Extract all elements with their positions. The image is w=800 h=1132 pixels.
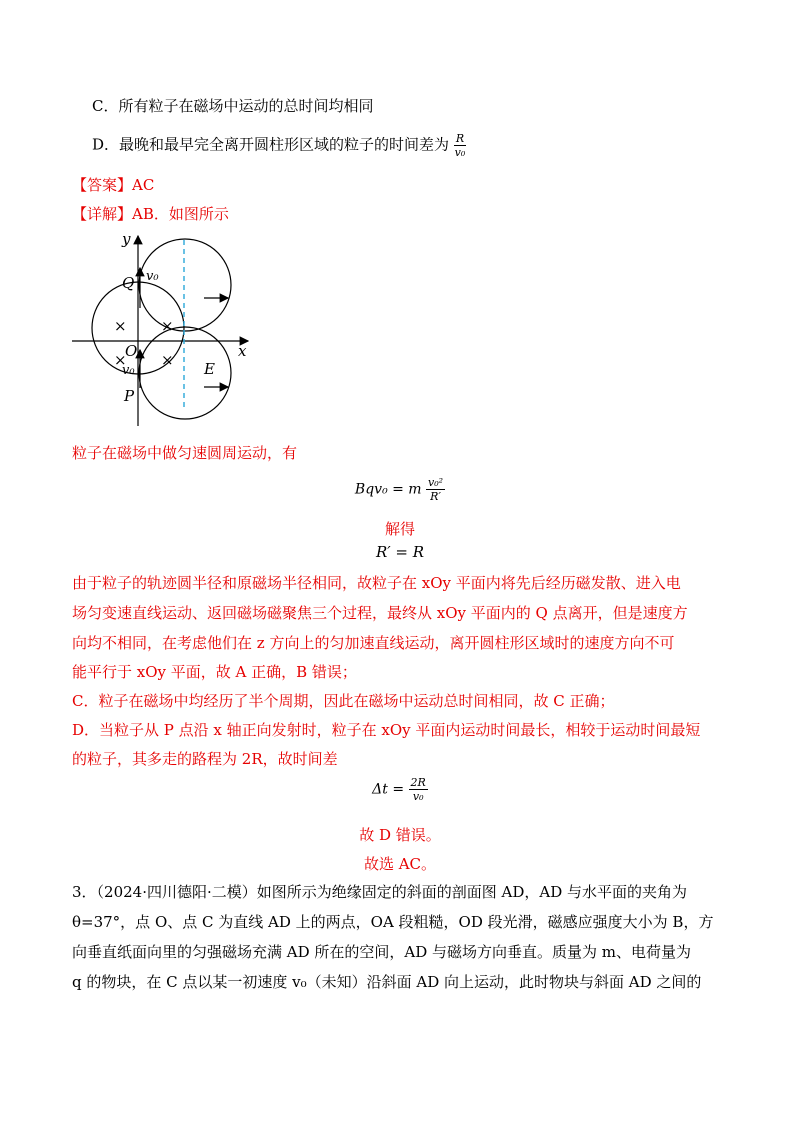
equation-1-denominator: R′ [430,490,441,503]
equation-3-numerator: 2R [410,776,426,789]
label-q: Q [122,274,135,292]
equation-3 [0,776,800,803]
cross-symbol-3: × [114,351,127,369]
cross-symbol-2: × [161,317,174,335]
q3-line-2: θ=37°，点 O、点 C 为直线 AD 上的两点，OA 段粗糙，OD 段光滑，磁感应强度大小为 B，方 [72,913,714,931]
option-d [92,132,466,159]
q3-line-4: q 的物块，在 C 点以某一初速度 v₀（未知）沿斜面 AD 向上运动，此时物块与斜面 AD 之间的 [72,973,702,991]
para-c: C．粒子在磁场中均经历了半个周期，因此在磁场中运动总时间相同，故 C 正确； [72,692,615,710]
answer: 【答案】AC [72,176,155,194]
equation-2: R′ = R [375,543,425,561]
equation-1-left: Bqv₀ = m [354,481,422,498]
cross-symbol-1: × [114,317,127,335]
label-e: E [204,360,215,378]
detail-header: 【详解】AB．如图所示 [72,205,229,223]
equation-1-fraction [426,476,445,503]
conclusion: 故选 AC。 [363,855,437,873]
label-x: x [238,342,247,360]
equation-3-left: Δt = [372,781,405,798]
para-d-line-2: 的粒子，其多走的路程为 2R，故时间差 [72,750,338,768]
solution-intro: 粒子在磁场中做匀速圆周运动，有 [72,444,298,462]
jiede-label: 解得 [384,520,415,538]
label-v0-top: v₀ [146,269,159,284]
para-d-line-1: D．当粒子从 P 点沿 x 轴正向发射时，粒子在 xOy 平面内运动时间最长，相较于运动时间最短 [72,721,701,739]
equation-1-numerator: v₀² [428,476,444,489]
q3-line-3: 向垂直纸面向里的匀强磁场充满 AD 所在的空间，AD 与磁场方向垂直。质量为 m、电荷量为 [72,943,692,961]
equation-3-fraction [409,776,428,803]
label-o: O [125,342,138,360]
para1-line-4: 能平行于 xOy 平面，故 A 正确，B 错误； [72,663,357,681]
option-d-numerator: R [455,132,465,145]
cross-symbol-4: × [161,351,174,369]
q3-line-1: 3．（2024·四川德阳·二模）如图所示为绝缘固定的斜面的剖面图 AD，AD 与水平面的夹角为 [72,883,688,901]
equation-1 [0,476,800,503]
equation-3-denominator: v₀ [412,790,424,803]
label-v0-bottom: v₀ [122,363,135,378]
para1-line-1: 由于粒子的轨迹圆半径和原磁场半径相同，故粒子在 xOy 平面内将先后经历磁发散、进入电 [72,574,681,592]
option-d-text: D．最晚和最早完全离开圆柱形区域的粒子的时间差为 [92,135,450,154]
label-y: y [122,230,131,248]
para1-line-3: 向均不相同，在考虑他们在 z 方向上的匀加速直线运动，离开圆柱形区域时的速度方向不可 [72,634,675,652]
option-d-fraction [454,132,466,159]
conclusion-d: 故 D 错误。 [359,826,441,844]
option-d-denominator: v₀ [454,146,466,159]
option-c: C．所有粒子在磁场中运动的总时间均相同 [92,97,374,115]
para1-line-2: 场匀变速直线运动、返回磁场磁聚焦三个过程，最终从 xOy 平面内的 Q 点离开，但是速度方 [72,604,688,622]
label-p: P [124,387,135,405]
physics-figure [70,228,260,428]
